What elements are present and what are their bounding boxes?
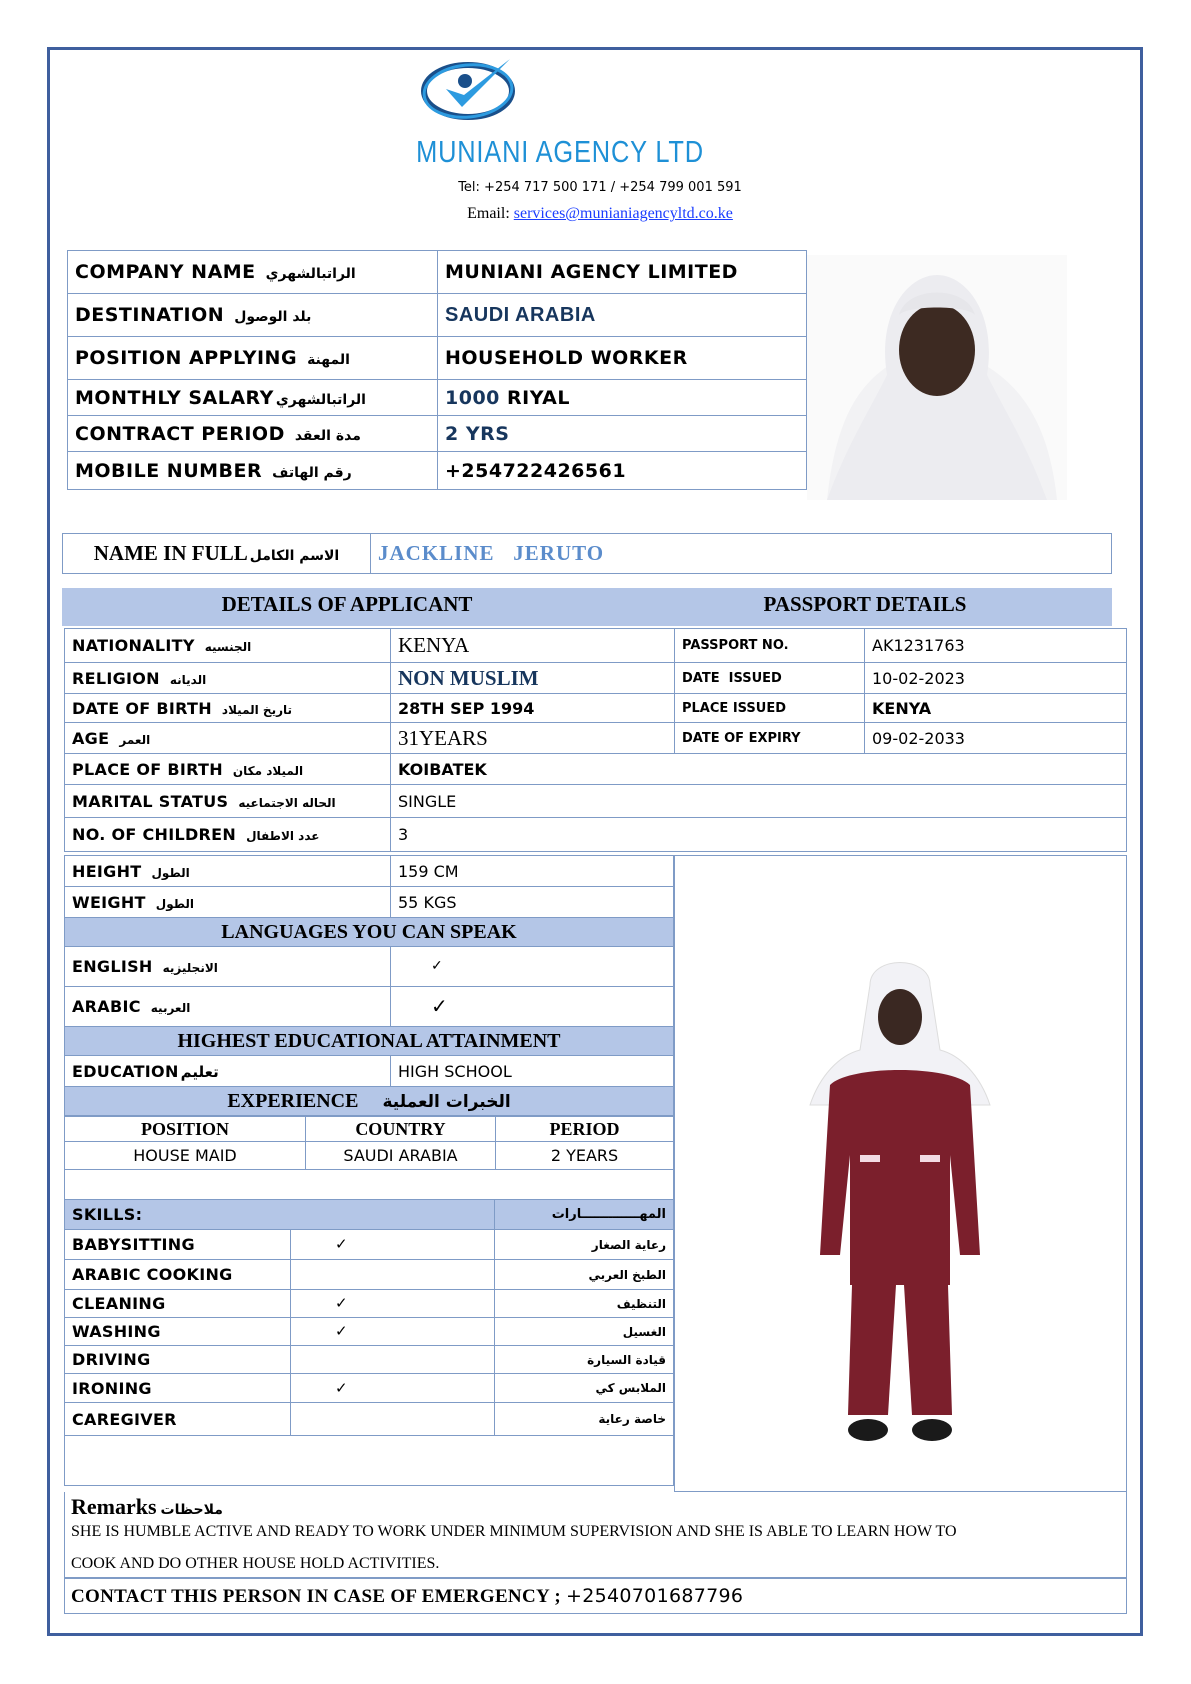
skill-label-ar: الغسيل [495, 1318, 674, 1346]
company-row [68, 251, 807, 294]
company-label-ar: بلد الوصول [234, 309, 312, 325]
detail-label: DATE OF BIRTH [72, 698, 212, 718]
name-label: NAME IN FULL [93, 541, 248, 565]
detail-label: MARITAL STATUS [72, 791, 229, 811]
company-label-ar: المهنة [307, 352, 350, 368]
skill-label-ar: خاصة رعاية [495, 1403, 674, 1436]
experience-country: SAUDI ARABIA [306, 1142, 496, 1170]
skill-row [65, 1346, 674, 1374]
check-icon: ✓ [291, 1318, 495, 1346]
skill-label-ar: الملابس كي [495, 1374, 674, 1403]
salary-unit: RIYAL [499, 386, 570, 409]
passport-value: KENYA [865, 694, 1127, 723]
email-link[interactable]: services@munianiagencyltd.co.ke [513, 205, 733, 222]
passport-value: 10-02-2023 [865, 663, 1127, 694]
skills-header-row [65, 1200, 674, 1230]
company-row [68, 294, 807, 337]
skill-label: ARABIC COOKING [65, 1260, 291, 1290]
agency-phone: Tel: +254 717 500 171 / +254 799 001 591 [458, 180, 742, 195]
detail-label: NO. OF CHILDREN [72, 825, 237, 844]
skill-label-ar: التنظيف [495, 1290, 674, 1318]
passport-label: PLACE ISSUED [675, 694, 865, 723]
company-row [68, 380, 807, 416]
remarks-heading [71, 1494, 223, 1520]
emergency-label: CONTACT THIS PERSON IN CASE OF EMERGENCY ; [71, 1586, 567, 1607]
passport-label: PASSPORT NO. [675, 629, 865, 663]
passport-value: AK1231763 [865, 629, 1127, 663]
skill-row [65, 1230, 674, 1260]
experience-row [65, 1142, 674, 1170]
skill-label-ar: الطبخ العربي [495, 1260, 674, 1290]
detail-label-ar: الديانه [169, 672, 207, 687]
experience-table [64, 1116, 674, 1200]
detail-label-ar: تاريخ الميلاد [221, 702, 292, 717]
skills-label: SKILLS: [72, 1205, 143, 1224]
language-row [65, 987, 674, 1027]
salary-amount: 1000 [445, 386, 500, 409]
company-label: POSITION APPLYING [75, 347, 298, 369]
skill-label: DRIVING [65, 1346, 291, 1374]
remarks-label: Remarks [71, 1494, 157, 1519]
check-icon [291, 1346, 495, 1374]
check-icon: ✓ [291, 1230, 495, 1260]
company-label-ar: الراتبالشهري [275, 391, 366, 408]
empty-row [65, 1170, 674, 1200]
company-value: 2 YRS [438, 416, 807, 452]
skill-row [65, 1374, 674, 1403]
passport-value: 09-02-2033 [865, 723, 1127, 754]
company-label-ar: مدة العقد [294, 427, 361, 444]
language-label: ARABIC [72, 997, 141, 1016]
detail-label-ar: الطول [151, 865, 190, 880]
detail-label: WEIGHT [72, 892, 146, 912]
details-row [65, 887, 674, 918]
skill-label: CAREGIVER [65, 1403, 291, 1436]
skill-row [65, 1260, 674, 1290]
emergency-contact [71, 1585, 743, 1608]
experience-col-country: COUNTRY [306, 1117, 496, 1142]
check-icon [291, 1260, 495, 1290]
detail-label-ar: الحاله الاجتماعيه [238, 795, 336, 810]
check-icon: ✓ [291, 1290, 495, 1318]
passport-label: DATE ISSUED [675, 663, 865, 694]
empty-row [65, 1436, 674, 1486]
passport-label: DATE OF EXPIRY [675, 723, 865, 754]
skill-label-ar: رعاية الصغار [495, 1230, 674, 1260]
check-icon: ✓ [391, 947, 674, 987]
languages-heading: LANGUAGES YOU CAN SPEAK [65, 918, 674, 947]
detail-label: NATIONALITY [72, 636, 195, 655]
education-value: HIGH SCHOOL [391, 1056, 674, 1087]
name-label-ar: الاسم الكامل [249, 548, 340, 564]
details-row [65, 754, 1127, 785]
passport-heading: PASSPORT DETAILS [763, 592, 967, 616]
company-label: DESTINATION [75, 304, 225, 326]
skill-label: BABYSITTING [65, 1230, 291, 1260]
detail-value: NON MUSLIM [391, 663, 675, 694]
company-value: HOUSEHOLD WORKER [438, 337, 807, 380]
language-label: ENGLISH [72, 957, 153, 976]
details-row [65, 629, 1127, 663]
experience-position: HOUSE MAID [65, 1142, 306, 1170]
applicant-full-body-photo [800, 955, 1000, 1455]
remarks-label-ar: ملاحظات [160, 1502, 223, 1518]
detail-label-ar: عدد الاطفال [246, 829, 320, 843]
company-label: COMPANY NAME [75, 261, 256, 283]
language-label-ar: العربيه [150, 1001, 191, 1015]
experience-heading-en: EXPERIENCE [227, 1089, 359, 1112]
detail-label-ar: الطول [155, 896, 195, 911]
remarks-line-1: SHE IS HUMBLE ACTIVE AND READY TO WORK UNDER MINIMUM SUPERVISION AND SHE IS ABLE TO LEARN HOW TO [71, 1523, 957, 1540]
detail-value: KOIBATEK [391, 754, 1127, 785]
emergency-phone: +2540701687796 [566, 1585, 744, 1607]
detail-label-ar: الميلاد مكان [232, 763, 304, 778]
skill-row [65, 1403, 674, 1436]
education-label-ar: تعليم [180, 1062, 219, 1081]
check-swoosh-logo [418, 55, 518, 123]
detail-value: KENYA [391, 629, 675, 663]
experience-period: 2 YEARS [496, 1142, 674, 1170]
company-label: MONTHLY SALARY [75, 386, 274, 409]
detail-value: 3 [391, 818, 1127, 852]
applicant-name: JACKLINE JERUTO [378, 541, 605, 565]
company-value: MUNIANI AGENCY LIMITED [438, 251, 807, 294]
detail-value: SINGLE [391, 785, 1127, 818]
experience-col-period: PERIOD [496, 1117, 674, 1142]
check-icon [291, 1403, 495, 1436]
company-label: MOBILE NUMBER [75, 459, 263, 482]
detail-label-ar: العمر [119, 732, 151, 747]
check-icon: ✓ [291, 1374, 495, 1403]
company-table [67, 250, 807, 490]
details-table [64, 628, 1127, 852]
skill-label: WASHING [65, 1318, 291, 1346]
details-row [65, 663, 1127, 694]
skill-row [65, 1318, 674, 1346]
details-row [65, 856, 674, 887]
company-value: SAUDI ARABIA [438, 294, 807, 337]
detail-value: 31YEARS [391, 723, 675, 754]
company-label-ar: الراتبالشهري [265, 266, 356, 282]
skill-label-ar: قيادة السيارة [495, 1346, 674, 1374]
experience-heading-ar: الخبرات العملية [382, 1091, 511, 1112]
company-value: +254722426561 [438, 452, 807, 490]
email-label: Email: [467, 205, 514, 222]
detail-value: 159 CM [391, 856, 674, 887]
detail-value: 55 KGS [391, 887, 674, 918]
experience-header-row [65, 1117, 674, 1142]
applicant-left-table [64, 855, 674, 1116]
language-label-ar: الانجليزيه [162, 961, 218, 975]
education-label: EDUCATION [72, 1061, 179, 1081]
detail-label: AGE [72, 728, 110, 748]
skills-label-ar: المهـــــــــــــارات [495, 1200, 674, 1230]
detail-label-ar: الجنسيه [204, 640, 252, 654]
language-row [65, 947, 674, 987]
agency-email-line [300, 205, 900, 223]
company-row [68, 416, 807, 452]
education-heading: HIGHEST EDUCATIONAL ATTAINMENT [65, 1027, 674, 1056]
experience-heading [65, 1087, 674, 1116]
details-row [65, 694, 1127, 723]
details-row [65, 723, 1127, 754]
name-table [62, 533, 1112, 574]
detail-label: PLACE OF BIRTH [72, 759, 223, 779]
detail-value: 28TH SEP 1994 [391, 694, 675, 723]
skills-table [64, 1199, 674, 1486]
company-row [68, 337, 807, 380]
skill-label: IRONING [65, 1374, 291, 1403]
company-label-ar: رقم الهاتف [272, 464, 352, 481]
details-row [65, 818, 1127, 852]
skill-label: CLEANING [65, 1290, 291, 1318]
detail-label: RELIGION [72, 668, 160, 688]
detail-label: HEIGHT [72, 861, 142, 881]
details-heading: DETAILS OF APPLICANT [221, 592, 473, 616]
education-row [65, 1056, 674, 1087]
details-row [65, 785, 1127, 818]
skill-row [65, 1290, 674, 1318]
check-icon: ✓ [391, 987, 674, 1027]
agency-name: MUNIANI AGENCY LTD [416, 134, 704, 169]
applicant-headshot-photo [807, 255, 1067, 500]
experience-col-position: POSITION [65, 1117, 306, 1142]
company-label: CONTRACT PERIOD [75, 422, 285, 445]
company-row [68, 452, 807, 490]
remarks-line-2: COOK AND DO OTHER HOUSE HOLD ACTIVITIES. [71, 1555, 440, 1572]
